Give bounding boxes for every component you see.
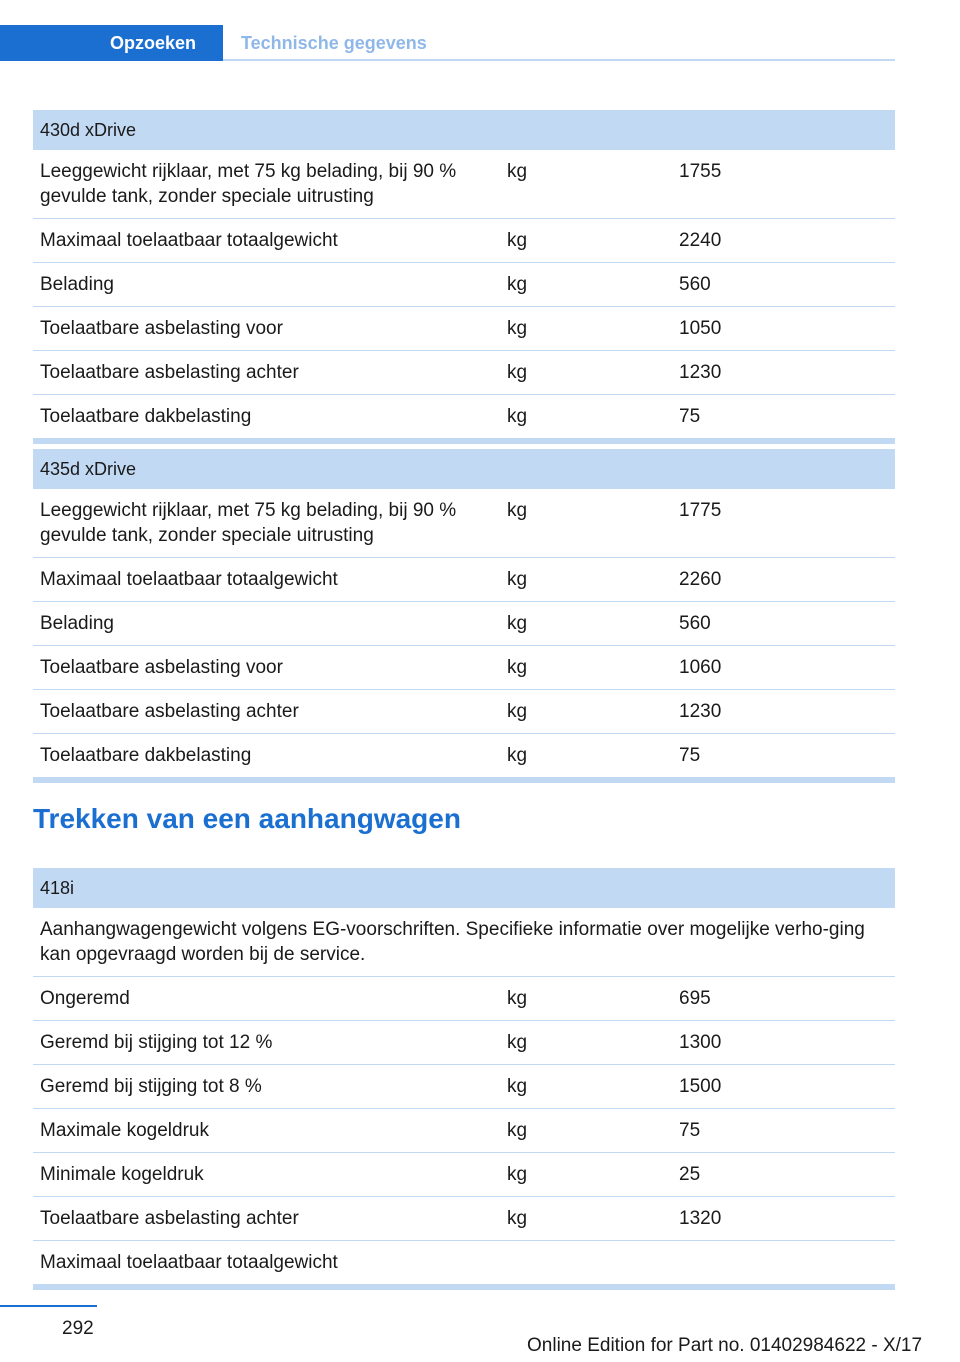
- table-header: 430d xDrive: [33, 110, 895, 150]
- row-value: 1300: [679, 1032, 722, 1053]
- table-row: [33, 351, 895, 395]
- row-label: Leeggewicht rijklaar, met 75 kg belading, bij 90 % gevulde tank, zonder speciale uitrusting: [40, 161, 457, 207]
- row-value: 695: [679, 988, 711, 1009]
- row-value: 560: [679, 613, 711, 634]
- tab-technische-gegevens[interactable]: Technische gegevens: [241, 33, 427, 53]
- row-value: 1050: [679, 318, 722, 339]
- row-unit: kg: [507, 274, 528, 295]
- table-header: 435d xDrive: [33, 449, 895, 489]
- row-value: 25: [679, 1164, 701, 1185]
- table-row: [33, 602, 895, 646]
- row-label: Maximaal toelaatbaar totaalgewicht: [40, 569, 338, 590]
- table-row: [33, 690, 895, 734]
- row-unit: kg: [507, 613, 528, 634]
- row-unit: kg: [507, 406, 528, 427]
- table-row: [33, 977, 895, 1021]
- row-label: Geremd bij stijging tot 8 %: [40, 1076, 262, 1097]
- table-row: [33, 1021, 895, 1065]
- row-unit: kg: [507, 745, 528, 766]
- row-value: 2240: [679, 230, 722, 251]
- row-label: Toelaatbare dakbelasting: [40, 406, 252, 427]
- tab-opzoeken[interactable]: [0, 25, 223, 61]
- row-label: Toelaatbare asbelasting achter: [40, 1208, 299, 1229]
- row-value: 1500: [679, 1076, 722, 1097]
- row-unit: kg: [507, 500, 528, 521]
- row-value: 1060: [679, 657, 722, 678]
- row-value: 2260: [679, 569, 722, 590]
- row-label: Toelaatbare asbelasting achter: [40, 701, 299, 722]
- page-number: 292: [62, 1318, 94, 1339]
- table-row: [33, 263, 895, 307]
- section-heading: Trekken van een aanhangwagen: [33, 803, 461, 834]
- row-label: Toelaatbare asbelasting voor: [40, 657, 283, 678]
- row-value: 560: [679, 274, 711, 295]
- row-label: Toelaatbare dakbelasting: [40, 745, 252, 766]
- table-row: [33, 307, 895, 351]
- row-value: 75: [679, 406, 701, 427]
- table-row: [33, 1153, 895, 1197]
- table-row: [33, 908, 895, 977]
- table-row: [33, 395, 895, 439]
- row-unit: kg: [507, 988, 528, 1009]
- row-unit: kg: [507, 1120, 528, 1141]
- row-unit: kg: [507, 362, 528, 383]
- table-row: [33, 219, 895, 263]
- row-label: Belading: [40, 274, 114, 295]
- row-value: 1230: [679, 362, 722, 383]
- row-unit: kg: [507, 657, 528, 678]
- row-unit: kg: [507, 230, 528, 251]
- row-unit: kg: [507, 1208, 528, 1229]
- row-label: Maximale kogeldruk: [40, 1120, 209, 1141]
- tab-opzoeken-label: Opzoeken: [110, 33, 197, 53]
- row-label: Ongeremd: [40, 988, 130, 1009]
- page-number-rule: [0, 1305, 97, 1307]
- row-label: Maximaal toelaatbaar totaalgewicht: [40, 1252, 338, 1273]
- table-row: [33, 646, 895, 690]
- table-row: [33, 734, 895, 778]
- table-note: Aanhangwagengewicht volgens EG-voorschriften. Specifieke informatie over mogelijke verho-ging kan opgevraagd worden bij de service.: [40, 919, 865, 965]
- row-unit: kg: [507, 569, 528, 590]
- row-label: Toelaatbare asbelasting achter: [40, 362, 299, 383]
- row-unit: [507, 1250, 679, 1275]
- row-label: Minimale kogeldruk: [40, 1164, 204, 1185]
- row-unit: kg: [507, 318, 528, 339]
- table-row: [33, 1109, 895, 1153]
- row-value: 75: [679, 745, 701, 766]
- table-row: [33, 1241, 895, 1285]
- row-value: 1775: [679, 500, 722, 521]
- edition-text: Online Edition for Part no. 01402984622 - X/17: [527, 1335, 923, 1356]
- row-unit: kg: [507, 1032, 528, 1053]
- row-unit: kg: [507, 161, 528, 182]
- table-end-rule: [33, 1285, 895, 1290]
- row-label: Maximaal toelaatbaar totaalgewicht: [40, 230, 338, 251]
- row-label: Leeggewicht rijklaar, met 75 kg belading, bij 90 % gevulde tank, zonder speciale uitrusting: [40, 500, 457, 546]
- table-row: [33, 558, 895, 602]
- spec-table-430d: [33, 110, 895, 444]
- row-label: Toelaatbare asbelasting voor: [40, 318, 283, 339]
- row-value: 1755: [679, 161, 722, 182]
- row-unit: kg: [507, 1076, 528, 1097]
- table-row: [33, 489, 895, 558]
- row-value: 1230: [679, 701, 722, 722]
- row-value: 1320: [679, 1208, 722, 1229]
- row-label: Geremd bij stijging tot 12 %: [40, 1032, 273, 1053]
- row-value: 75: [679, 1120, 701, 1141]
- table-header: 418i: [33, 868, 895, 908]
- table-row: [33, 1065, 895, 1109]
- row-unit: kg: [507, 1164, 528, 1185]
- table-row: [33, 150, 895, 219]
- row-value: [679, 1250, 895, 1275]
- spec-table-418i: [33, 868, 895, 1290]
- row-label: Belading: [40, 613, 114, 634]
- spec-table-435d: [33, 449, 895, 783]
- table-row: [33, 1197, 895, 1241]
- table-end-rule: [33, 778, 895, 783]
- row-unit: kg: [507, 701, 528, 722]
- table-end-rule: [33, 439, 895, 444]
